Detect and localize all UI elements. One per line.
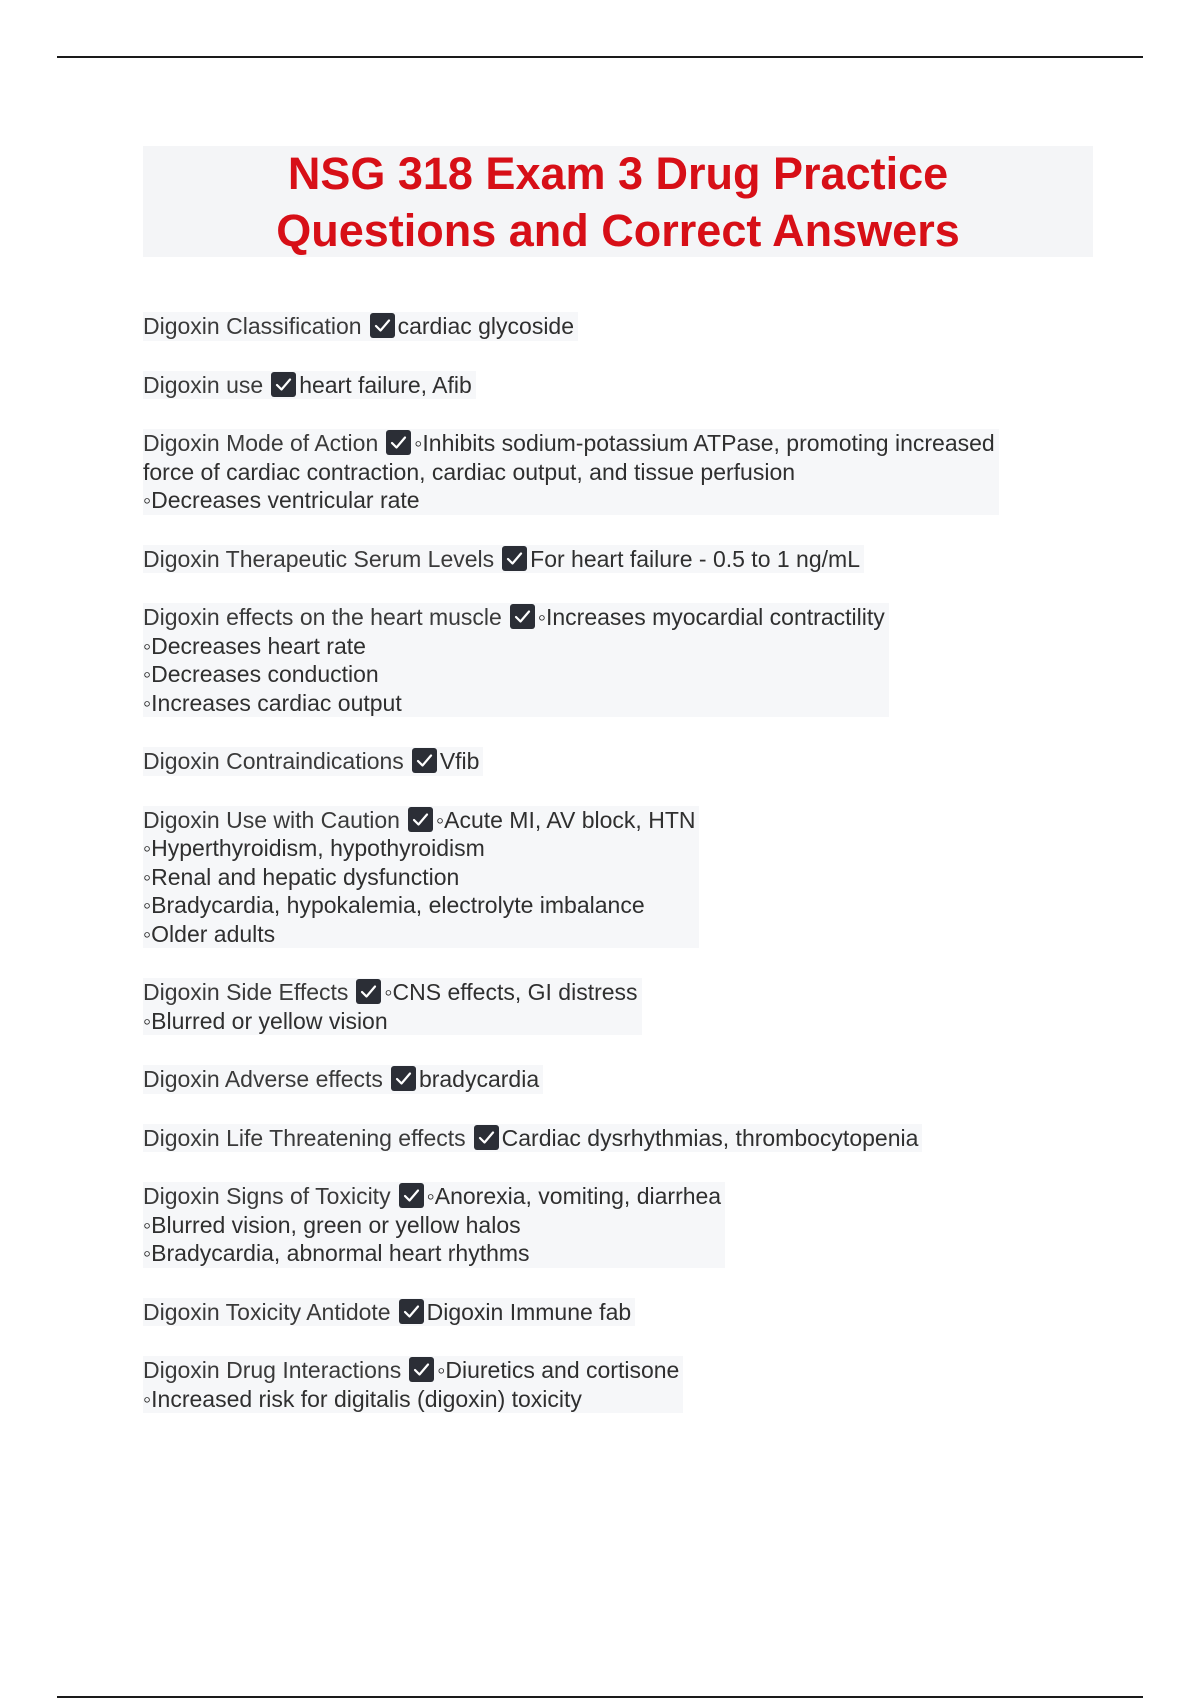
qa-item <box>143 1182 1143 1268</box>
answer-text: ◦Anorexia, vomiting, diarrhea <box>426 1183 722 1209</box>
check-mark-icon <box>474 1125 499 1150</box>
answer-text: ◦Inhibits sodium-potassium ATPase, promoting increased <box>414 430 995 456</box>
qa-item-content <box>143 603 889 717</box>
answer-continuation-line: ◦Decreases conduction <box>143 661 379 687</box>
check-mark-icon <box>370 313 395 338</box>
question-text: Digoxin Life Threatening effects <box>143 1124 466 1151</box>
question-text: Digoxin Toxicity Antidote <box>143 1298 391 1325</box>
qa-item-content <box>143 429 999 515</box>
answer-continuation-line: ◦Renal and hepatic dysfunction <box>143 863 460 890</box>
answer-text: ◦Diuretics and cortisone <box>437 1357 680 1383</box>
check-mark-icon <box>391 1066 416 1091</box>
check-mark-icon <box>502 546 527 571</box>
answer-continuation-line: ◦Decreases heart rate <box>143 632 366 659</box>
qa-item-content <box>143 545 864 574</box>
qa-item-content <box>143 371 476 400</box>
title-banner <box>143 146 1093 257</box>
qa-item <box>143 747 1143 776</box>
qa-item-content <box>143 1298 635 1327</box>
answer-text: Digoxin Immune fab <box>426 1298 632 1325</box>
qa-item-content <box>143 1182 725 1268</box>
answer-text: heart failure, Afib <box>299 371 472 398</box>
check-mark-icon <box>356 979 381 1004</box>
qa-item <box>143 429 1143 515</box>
question-answer-list <box>143 312 1143 1443</box>
question-text: Digoxin Mode of Action <box>143 430 379 456</box>
answer-text: cardiac glycoside <box>397 313 575 339</box>
bottom-rule <box>57 1696 1143 1698</box>
check-mark-icon <box>399 1183 424 1208</box>
question-text: Digoxin Drug Interactions <box>143 1357 402 1383</box>
answer-continuation-line: ◦Blurred or yellow vision <box>143 1007 388 1034</box>
question-text: Digoxin Signs of Toxicity <box>143 1183 391 1209</box>
answer-text: Vfib <box>439 748 480 774</box>
answer-continuation-line: ◦Blurred vision, green or yellow halos <box>143 1211 521 1238</box>
answer-text: bradycardia <box>418 1066 540 1092</box>
answer-text: For heart failure - 0.5 to 1 ng/mL <box>530 545 860 572</box>
answer-continuation-line: ◦Increased risk for digitalis (digoxin) toxicity <box>143 1385 582 1412</box>
question-text: Digoxin use <box>143 371 264 398</box>
qa-item-content <box>143 806 699 949</box>
check-mark-icon <box>412 748 437 773</box>
qa-item <box>143 603 1143 717</box>
page-title-line-1: NSG 318 Exam 3 Drug Practice <box>287 147 949 199</box>
answer-continuation-line: force of cardiac contraction, cardiac output, and tissue perfusion <box>143 458 796 485</box>
question-text: Digoxin Therapeutic Serum Levels <box>143 545 495 572</box>
top-rule <box>57 56 1143 58</box>
qa-item-content <box>143 312 578 341</box>
answer-continuation-line: ◦Hyperthyroidism, hypothyroidism <box>143 835 485 861</box>
answer-text: Cardiac dysrhythmias, thrombocytopenia <box>501 1124 919 1151</box>
check-mark-icon <box>510 604 535 629</box>
answer-continuation-line: ◦Bradycardia, hypokalemia, electrolyte imbalance <box>143 892 645 918</box>
check-mark-icon <box>399 1299 424 1324</box>
qa-item <box>143 978 1143 1035</box>
check-mark-icon <box>409 1357 434 1382</box>
question-text: Digoxin Use with Caution <box>143 806 400 833</box>
question-text: Digoxin effects on the heart muscle <box>143 604 502 630</box>
qa-item <box>143 545 1143 574</box>
answer-text: ◦CNS effects, GI distress <box>384 979 638 1005</box>
qa-item <box>143 1356 1143 1413</box>
check-mark-icon <box>271 372 296 397</box>
qa-item <box>143 806 1143 949</box>
check-mark-icon <box>408 807 433 832</box>
qa-item <box>143 1065 1143 1094</box>
question-text: Digoxin Classification <box>143 313 362 339</box>
answer-text: ◦Acute MI, AV block, HTN <box>435 806 696 833</box>
answer-continuation-line: ◦Older adults <box>143 920 276 947</box>
qa-item-content <box>143 747 483 776</box>
answer-continuation-line: ◦Bradycardia, abnormal heart rhythms <box>143 1240 530 1266</box>
answer-continuation-line: ◦Decreases ventricular rate <box>143 487 420 513</box>
qa-item <box>143 1298 1143 1327</box>
question-text: Digoxin Side Effects <box>143 979 349 1005</box>
qa-item-content <box>143 1124 922 1153</box>
qa-item <box>143 312 1143 341</box>
answer-text: ◦Increases myocardial contractility <box>537 604 885 630</box>
qa-item <box>143 1124 1143 1153</box>
qa-item-content <box>143 978 642 1035</box>
qa-item <box>143 371 1143 400</box>
check-mark-icon <box>386 430 411 455</box>
answer-continuation-line: ◦Increases cardiac output <box>143 689 402 716</box>
question-text: Digoxin Adverse effects <box>143 1066 383 1092</box>
question-text: Digoxin Contraindications <box>143 748 404 774</box>
page-title-line-2: Questions and Correct Answers <box>276 204 960 256</box>
qa-item-content <box>143 1065 543 1094</box>
qa-item-content <box>143 1356 683 1413</box>
